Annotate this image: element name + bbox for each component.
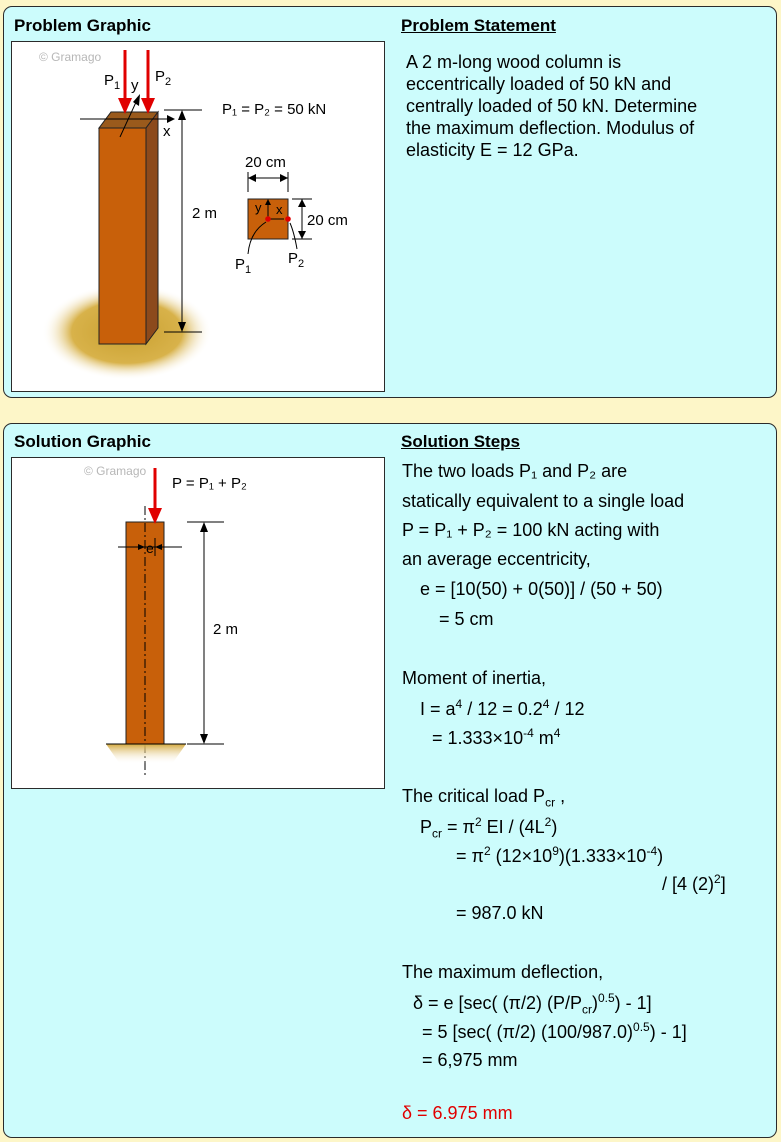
problem-figure [12,42,384,391]
problem-graphic-heading: Problem Graphic [14,16,151,35]
step-line: The maximum deflection, [402,962,604,982]
step-line: δ = e [sec( (π/2) $(P/P_{cr})^{0.5}) - 1$] [413,991,652,1017]
load-equation: P₁ = P₂ = 50 kN [222,101,327,118]
step-line: e = [10(50) + 0(50)] / (50 + 50) [420,579,663,599]
problem-graphic [11,41,385,392]
y-axis-arrowhead [133,94,140,106]
p2-leader [290,223,297,249]
length-label: 2 m [213,621,239,638]
column-side [146,112,158,344]
solution-steps-heading: Solution Steps [401,432,520,451]
height-arrow-top [178,110,186,120]
step-line: $P_{cr} = \pi^2$ EI / $(4L^2)$ [420,815,558,841]
step-line: = 6,975 mm [422,1050,518,1070]
step-line: Moment of inertia, [402,668,547,688]
step-line: = 5 [sec( (π/2) $(100/987.0)^{0.5}) - 1$] [422,1020,687,1042]
x-axis-label: x [163,123,171,140]
solution-graphic [11,457,385,789]
load-label: P = P₁ + P₂ [172,475,247,492]
step-line: = $1.333\times 10^{-4}$ $m^4$ [432,726,561,748]
step-line: an average eccentricity, [402,549,591,569]
step-line: = 5 cm [439,609,494,629]
step-line: The two loads P₁ and P₂ are [402,461,628,481]
solution-graphic-heading: Solution Graphic [14,432,151,451]
solution-figure [12,458,384,788]
ground [106,744,186,764]
step-line: $I = a^4 / 12 = 0.2^4 / 12$ [420,697,585,719]
statement-line: eccentrically loaded of 50 kN and [406,74,672,94]
watermark: © Gramago [39,50,102,64]
width-label: 20 cm [245,154,286,171]
step-line: = $\pi^2$ $(12\times 10^9)(1.333\times 10^{-4})$ [456,844,664,866]
problem-statement-heading: Problem Statement [401,16,556,35]
statement-line: elasticity E = 12 GPa. [406,140,579,160]
statement-line: centrally loaded of 50 kN. Determine [406,96,698,116]
section-p1-label: $P_1$ [235,256,252,276]
width-arrow-left [248,174,256,182]
x-axis-arrowhead [167,115,175,123]
p2-label: $P_2$ [155,68,172,88]
depth-arrow-top [298,199,306,207]
p2-load-point [285,216,291,222]
problem-panel [3,6,777,398]
depth-label: 20 cm [307,212,348,229]
eccentricity-label: e [146,540,154,556]
step-line: statically equivalent to a single load [402,491,685,511]
statement-line: A 2 m-long wood column is [406,52,622,72]
watermark: © Gramago [84,464,147,478]
step-line: / [4 $(2)^2$] [662,872,726,894]
final-answer: δ = 6.975 mm [402,1103,513,1123]
section-y-label: y [255,200,262,215]
width-arrow-right [280,174,288,182]
length-label: 2 m [192,205,218,222]
step-line: = 987.0 kN [456,903,544,923]
section-p2-label: $P_2$ [288,250,305,270]
depth-arrow-bottom [298,231,306,239]
p1-load-point [265,216,271,222]
statement-line: the maximum deflection. Modulus of [406,118,695,138]
step-line: The critical load $P_{cr}$ , [402,786,566,810]
column-front [99,128,146,344]
y-axis-label: y [131,77,139,94]
section-x-label: x [276,202,283,217]
height-arrow-top [200,522,208,532]
problem-statement [406,51,771,161]
height-arrow-bottom [200,734,208,744]
step-line: P = P₁ + P₂ = 100 kN acting with [402,520,660,540]
solution-panel [3,423,777,1138]
p1-label: $P_1$ [104,72,121,92]
